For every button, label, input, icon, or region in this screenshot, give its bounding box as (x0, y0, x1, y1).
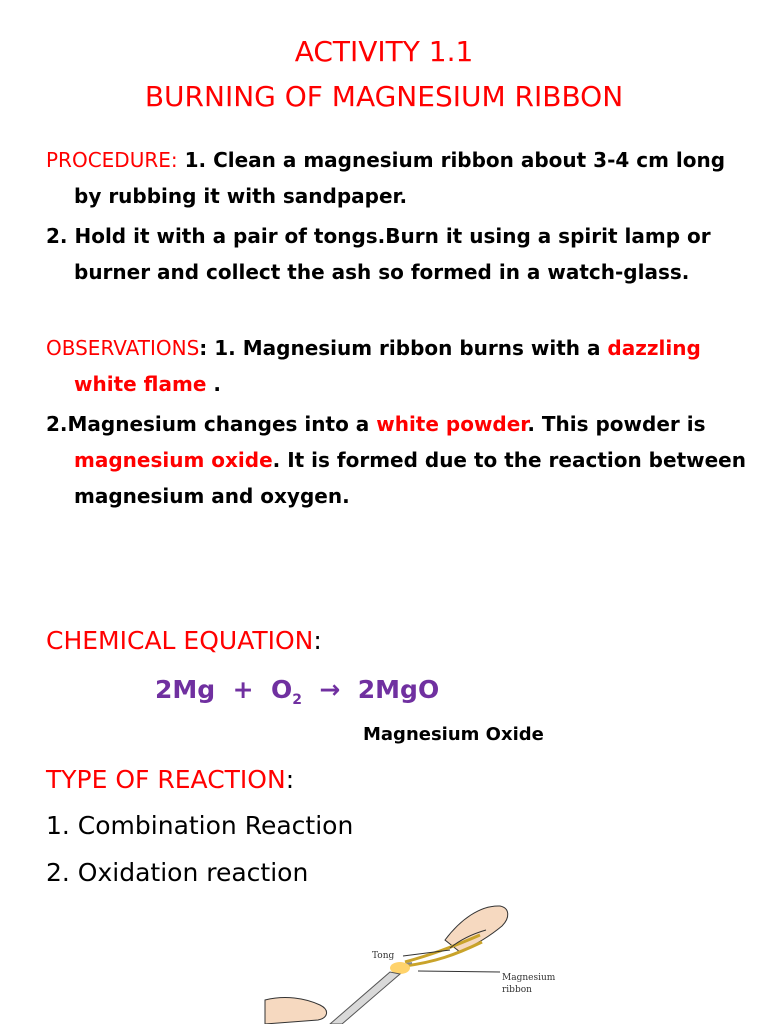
observation-2-highlight-oxide: magnesium oxide (74, 448, 273, 472)
activity-heading: ACTIVITY 1.1 (294, 35, 474, 68)
product-name-caption: Magnesium Oxide (363, 724, 544, 745)
observation-2-part-c: . It is formed due to the reaction between magnesium and oxygen. (74, 448, 746, 508)
observation-1-highlight: dazzling white flame (74, 336, 701, 396)
type-of-reaction-label: TYPE OF REACTION (46, 765, 286, 794)
observations-label: OBSERVATIONS (46, 336, 200, 360)
ribbon-label-line-1: Magnesium (502, 973, 556, 983)
observations-section (46, 330, 746, 514)
reaction-type-2: 2. Oxidation reaction (46, 858, 309, 887)
oxygen-subscript: 2 (292, 692, 302, 708)
chemical-equation-colon: : (313, 626, 322, 655)
chemical-equation-heading (46, 625, 322, 657)
reaction-arrow: → (319, 675, 341, 704)
oxygen-symbol: O (270, 675, 293, 704)
chemical-equation-label: CHEMICAL EQUATION (46, 626, 314, 655)
procedure-step-1-text: 1. Clean a magnesium ribbon about 3-4 cm long by rubbing it with sandpaper. (74, 148, 726, 208)
procedure-section (46, 142, 746, 290)
observation-2-part-b: . This powder is (527, 412, 706, 436)
plus-sign: + (232, 675, 254, 704)
procedure-label: PROCEDURE: (46, 148, 178, 172)
observation-1 (46, 330, 746, 402)
reaction-type-1: 1. Combination Reaction (46, 811, 354, 840)
tong-label: Tong (372, 951, 395, 961)
observation-2-highlight-powder: white powder (376, 412, 528, 436)
procedure-step-2: 2. Hold it with a pair of tongs.Burn it using a spirit lamp or burner and collect the ash so formed in a watch-glass. (46, 224, 711, 284)
type-of-reaction-colon: : (285, 765, 295, 794)
page-title: BURNING OF MAGNESIUM RIBBON (144, 80, 624, 113)
chemical-equation (155, 673, 439, 717)
observation-1-prefix: : 1. Magnesium ribbon burns with a (199, 336, 608, 360)
product-magnesium-oxide: 2MgO (357, 675, 440, 704)
procedure-step-1 (46, 142, 746, 214)
observation-1-suffix: . (206, 372, 221, 396)
observation-2 (46, 406, 746, 514)
observation-2-part-a: 2.Magnesium changes into a (46, 412, 377, 436)
reactant-magnesium: 2Mg (155, 675, 216, 704)
ribbon-label-line-2: ribbon (502, 985, 532, 995)
burning-magnesium-illustration (190, 900, 630, 1024)
type-of-reaction-heading (46, 764, 294, 796)
reactant-oxygen (270, 675, 302, 708)
